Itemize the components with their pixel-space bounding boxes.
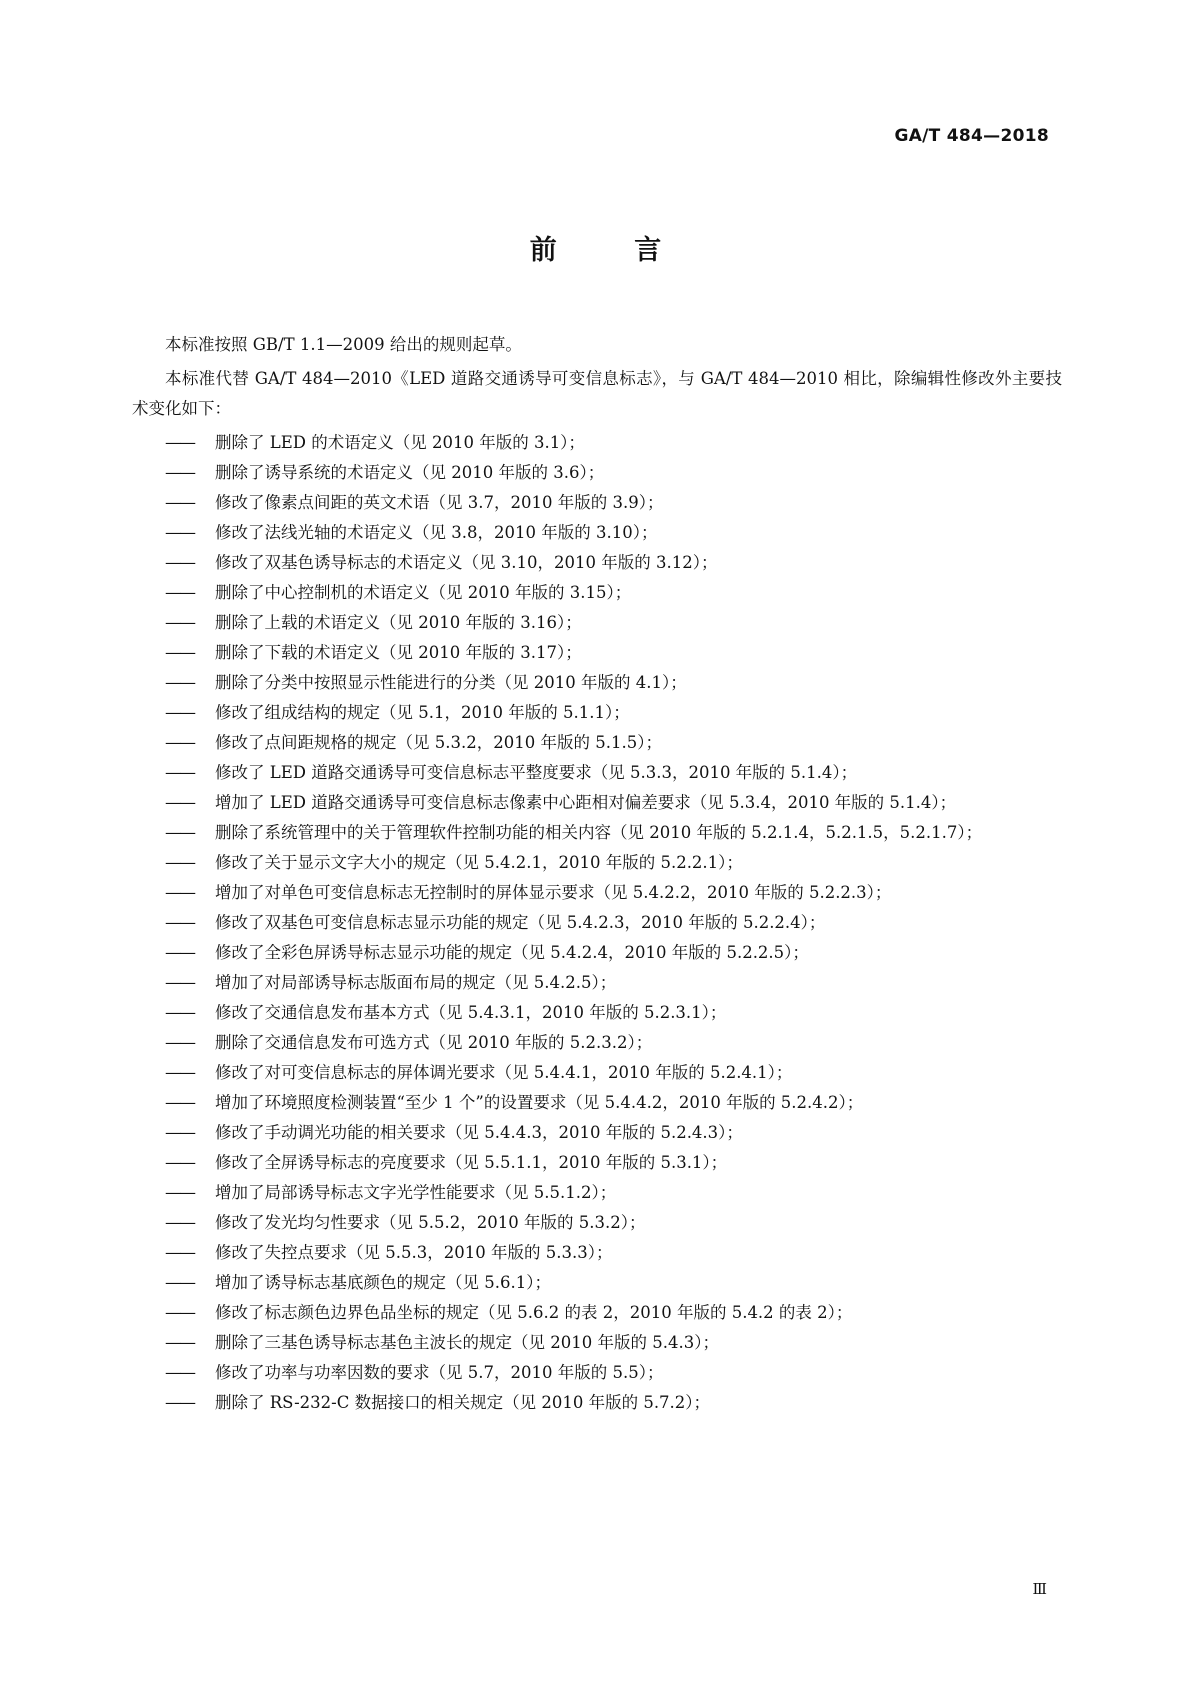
change-item: [165, 1088, 1062, 1118]
change-item: [165, 578, 1062, 608]
dash-marker: ——: [165, 1003, 194, 1022]
change-item: [165, 938, 1062, 968]
change-text: 删除了 LED 的术语定义（见 2010 年版的 3.1）；: [215, 433, 585, 452]
dash-marker: ——: [165, 1333, 194, 1352]
page-number: Ⅲ: [1032, 1580, 1047, 1598]
change-text: 修改了组成结构的规定（见 5.1，2010 年版的 5.1.1）；: [215, 703, 630, 722]
change-item: [165, 728, 1062, 758]
dash-marker: ——: [165, 463, 194, 482]
change-item: [165, 488, 1062, 518]
change-item: [165, 1328, 1062, 1358]
change-item: [165, 818, 1062, 848]
change-item: [165, 668, 1062, 698]
dash-marker: ——: [165, 883, 194, 902]
change-item: [165, 1298, 1062, 1328]
change-text: 修改了交通信息发布基本方式（见 5.4.3.1，2010 年版的 5.2.3.1）；: [215, 1003, 727, 1022]
changes-list: [132, 428, 1062, 1418]
dash-marker: ——: [165, 1153, 194, 1172]
change-text: 增加了诱导标志基底颜色的规定（见 5.6.1）；: [215, 1273, 551, 1292]
change-item: [165, 1388, 1062, 1418]
paragraph-replacement-note: 本标准代替 GA/T 484—2010《LED 道路交通诱导可变信息标志》，与 GA/T 484—2010 相比，除编辑性修改外主要技术变化如下：: [132, 369, 1062, 418]
change-text: 删除了系统管理中的关于管理软件控制功能的相关内容（见 2010 年版的 5.2.1.4，5.2.1.5，5.2.1.7）；: [215, 823, 983, 842]
change-item: [165, 1118, 1062, 1148]
change-item: [165, 518, 1062, 548]
change-item: [165, 1058, 1062, 1088]
change-text: 删除了下载的术语定义（见 2010 年版的 3.17）；: [215, 643, 582, 662]
change-text: 修改了失控点要求（见 5.5.3，2010 年版的 5.3.3）；: [215, 1243, 613, 1262]
change-item: [165, 1028, 1062, 1058]
dash-marker: ——: [165, 943, 194, 962]
change-text: 修改了法线光轴的术语定义（见 3.8，2010 年版的 3.10）；: [215, 523, 658, 542]
change-text: 删除了三基色诱导标志基色主波长的规定（见 2010 年版的 5.4.3）；: [215, 1333, 719, 1352]
dash-marker: ——: [165, 793, 194, 812]
dash-marker: ——: [165, 763, 194, 782]
change-item: [165, 698, 1062, 728]
change-text: 修改了双基色可变信息标志显示功能的规定（见 5.4.2.3，2010 年版的 5.2.2.4）；: [215, 913, 826, 932]
change-item: [165, 878, 1062, 908]
dash-marker: ——: [165, 1033, 194, 1052]
change-text: 增加了对单色可变信息标志无控制时的屏体显示要求（见 5.4.2.2，2010 年版的 5.2.2.3）；: [215, 883, 892, 902]
change-text: 增加了对局部诱导标志版面布局的规定（见 5.4.2.5）；: [215, 973, 617, 992]
change-text: 删除了分类中按照显示性能进行的分类（见 2010 年版的 4.1）；: [215, 673, 687, 692]
dash-marker: ——: [165, 433, 194, 452]
change-text: 修改了 LED 道路交通诱导可变信息标志平整度要求（见 5.3.3，2010 年版的 5.1.4）；: [215, 763, 858, 782]
dash-marker: ——: [165, 1093, 194, 1112]
dash-marker: ——: [165, 1123, 194, 1142]
change-text: 修改了双基色诱导标志的术语定义（见 3.10，2010 年版的 3.12）；: [215, 553, 718, 572]
change-text: 修改了关于显示文字大小的规定（见 5.4.2.1，2010 年版的 5.2.2.1）；: [215, 853, 743, 872]
change-text: 修改了对可变信息标志的屏体调光要求（见 5.4.4.1，2010 年版的 5.2.4.1）；: [215, 1063, 793, 1082]
dash-marker: ——: [165, 1363, 194, 1382]
change-item: [165, 1238, 1062, 1268]
change-item: [165, 1268, 1062, 1298]
standard-code: GA/T 484—2018: [894, 126, 1049, 146]
change-item: [165, 788, 1062, 818]
page-title: 前 言: [529, 235, 696, 266]
dash-marker: ——: [165, 1393, 194, 1412]
change-text: 增加了局部诱导标志文字光学性能要求（见 5.5.1.2）；: [215, 1183, 617, 1202]
dash-marker: ——: [165, 733, 194, 752]
change-text: 修改了全屏诱导标志的亮度要求（见 5.5.1.1，2010 年版的 5.3.1）；: [215, 1153, 728, 1172]
change-text: 删除了诱导系统的术语定义（见 2010 年版的 3.6）；: [215, 463, 605, 482]
dash-marker: ——: [165, 643, 194, 662]
dash-marker: ——: [165, 1063, 194, 1082]
dash-marker: ——: [165, 1303, 194, 1322]
dash-marker: ——: [165, 553, 194, 572]
change-item: [165, 608, 1062, 638]
change-text: 修改了标志颜色边界色品坐标的规定（见 5.6.2 的表 2，2010 年版的 5.4.2 的表 2）；: [215, 1303, 853, 1322]
dash-marker: ——: [165, 1213, 194, 1232]
dash-marker: ——: [165, 1243, 194, 1262]
change-item: [165, 848, 1062, 878]
dash-marker: ——: [165, 823, 194, 842]
change-item: [165, 638, 1062, 668]
change-text: 修改了发光均匀性要求（见 5.5.2，2010 年版的 5.3.2）；: [215, 1213, 646, 1232]
change-text: 修改了点间距规格的规定（见 5.3.2，2010 年版的 5.1.5）；: [215, 733, 662, 752]
change-text: 修改了像素点间距的英文术语（见 3.7，2010 年版的 3.9）；: [215, 493, 664, 512]
dash-marker: ——: [165, 973, 194, 992]
dash-marker: ——: [165, 703, 194, 722]
change-text: 修改了手动调光功能的相关要求（见 5.4.4.3，2010 年版的 5.2.4.3）；: [215, 1123, 743, 1142]
change-text: 删除了交通信息发布可选方式（见 2010 年版的 5.2.3.2）；: [215, 1033, 653, 1052]
change-item: [165, 1358, 1062, 1388]
dash-marker: ——: [165, 493, 194, 512]
change-item: [165, 998, 1062, 1028]
dash-marker: ——: [165, 583, 194, 602]
change-text: 增加了环境照度检测装置“至少 1 个”的设置要求（见 5.4.4.2，2010 年版的 5.2.4.2）；: [215, 1093, 864, 1112]
change-item: [165, 1178, 1062, 1208]
change-text: 删除了 RS-232-C 数据接口的相关规定（见 2010 年版的 5.7.2）；: [215, 1393, 711, 1412]
change-item: [165, 908, 1062, 938]
dash-marker: ——: [165, 1273, 194, 1292]
change-text: 修改了功率与功率因数的要求（见 5.7，2010 年版的 5.5）；: [215, 1363, 664, 1382]
dash-marker: ——: [165, 613, 194, 632]
change-text: 删除了中心控制机的术语定义（见 2010 年版的 3.15）；: [215, 583, 632, 602]
change-item: [165, 428, 1062, 458]
change-item: [165, 458, 1062, 488]
change-item: [165, 1148, 1062, 1178]
change-item: [165, 968, 1062, 998]
change-text: 增加了 LED 道路交通诱导可变信息标志像素中心距相对偏差要求（见 5.3.4，2010 年版的 5.1.4）；: [215, 793, 957, 812]
change-item: [165, 548, 1062, 578]
dash-marker: ——: [165, 673, 194, 692]
dash-marker: ——: [165, 1183, 194, 1202]
dash-marker: ——: [165, 913, 194, 932]
dash-marker: ——: [165, 853, 194, 872]
dash-marker: ——: [165, 523, 194, 542]
change-text: 修改了全彩色屏诱导标志显示功能的规定（见 5.4.2.4，2010 年版的 5.2.2.5）；: [215, 943, 809, 962]
change-text: 删除了上载的术语定义（见 2010 年版的 3.16）；: [215, 613, 582, 632]
change-item: [165, 1208, 1062, 1238]
paragraph-drafting-rules: 本标准按照 GB/T 1.1—2009 给出的规则起草。: [165, 335, 522, 354]
change-item: [165, 758, 1062, 788]
foreword-content: [132, 330, 1062, 1418]
